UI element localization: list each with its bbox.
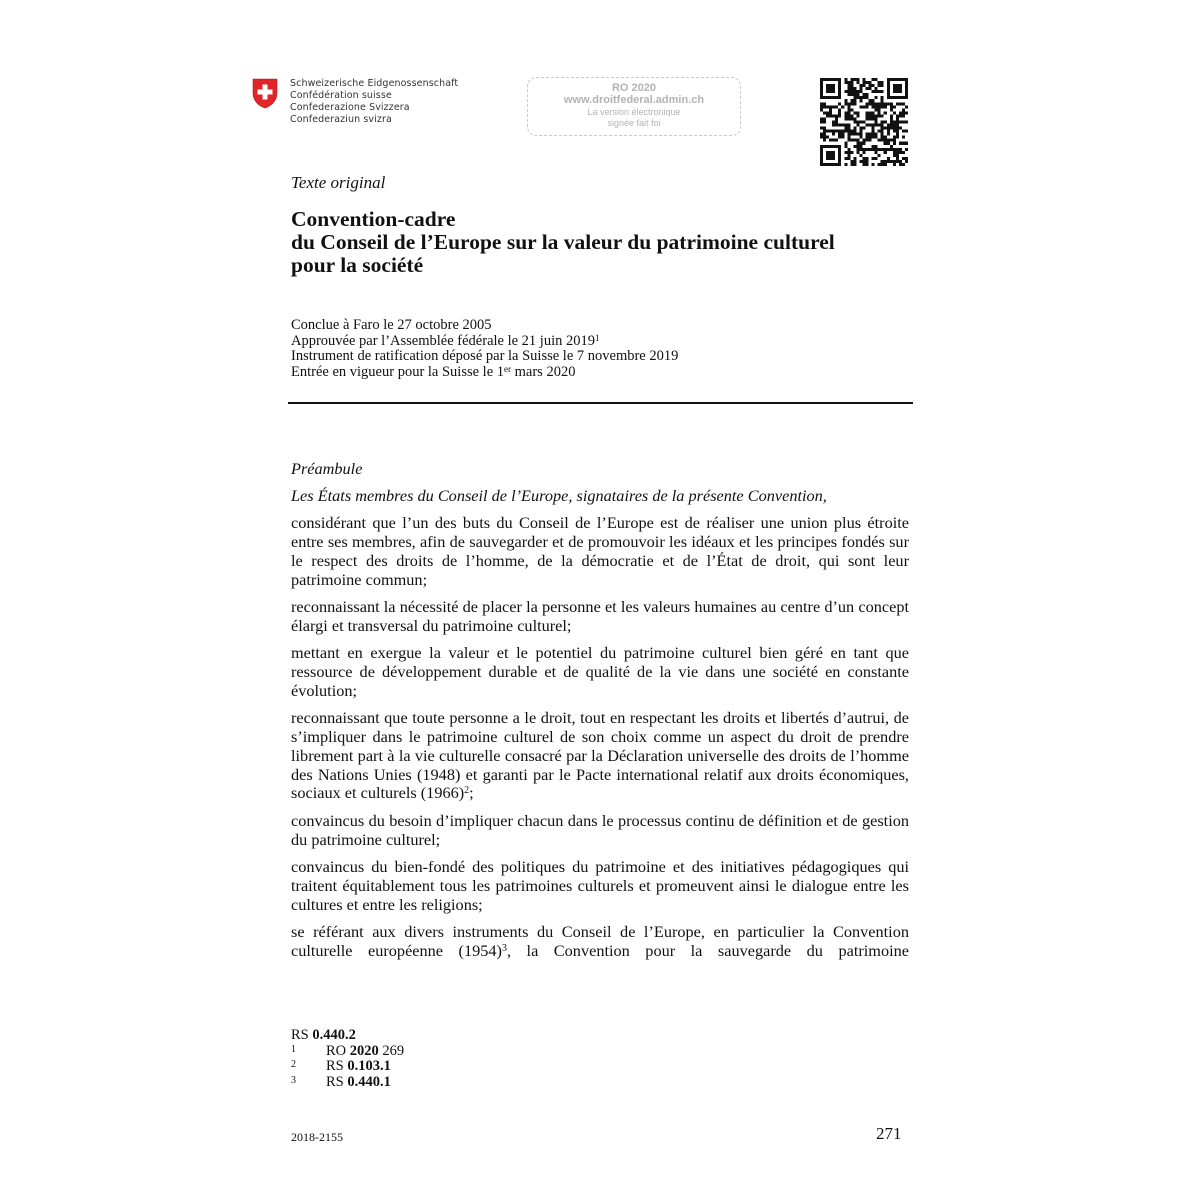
confederation-names: [290, 78, 458, 126]
footnotes: [291, 1028, 404, 1090]
preamble-heading: Préambule: [291, 459, 363, 478]
entry-into-force-line: Entrée en vigueur pour la Suisse le 1er mars 2020: [291, 363, 576, 380]
header-divider: [288, 402, 913, 404]
preamble-section: [291, 460, 909, 969]
confederation-name-de: Schweizerische Eidgenossenschaft: [290, 78, 459, 89]
preamble-paragraph: convaincus du bien-fondé des politiques du patrimoine et des initiatives pédagogiques qui traitent équitablement tous les patrimoines culturels et promeuvent ainsi le dialogue entre les cultures et entre les religions;: [291, 856, 909, 914]
rs-number: RS 0.440.2: [291, 1027, 356, 1043]
title-line-3: pour la société: [291, 253, 424, 277]
preamble-paragraph: considérant que l’un des buts du Conseil de l’Europe est de réaliser une union plus étroite entre ses membres, afin de sauvegarder et de promouvoir les idéaux et les principes fondés sur le respect des droits de l’homme, de la démocratie et de l’État de droit, qui sont leur patrimoine commun;: [291, 513, 909, 589]
preamble-paragraph: reconnaissant que toute personne a le droit, tout en respectant les droits et libertés d’autrui, de s’impliquer dans le patrimoine culturel de son choix comme un aspect du droit de prendre librement part à la vie culturelle consacré par la Déclaration universelle des droits de l’homme des Nations Unies (1948) et garanti par le Pacte international relatif aux droits économiques, sociaux et culturels $(1966)^2$;: [291, 708, 909, 803]
concluded-line: Conclue à Faro le 27 octobre 2005: [291, 317, 492, 333]
confederation-name-fr: Confédération suisse: [290, 90, 392, 101]
swiss-crest-icon: [252, 78, 278, 109]
preamble-paragraph: mettant en exergue la valeur et le potentiel du patrimoine culturel bien géré en tant que ressource de développement durable et de qualité de la vie dans une société en constante évolution;: [291, 643, 909, 700]
title-line-2: du Conseil de l’Europe sur la valeur du patrimoine culturel: [291, 230, 835, 254]
stamp-line-2: www.droitfederal.admin.ch: [563, 94, 705, 106]
preamble-paragraph: convaincus du besoin d’impliquer chacun dans le processus continu de définition et de gestion du patrimoine culturel;: [291, 810, 909, 849]
footnote: 2 RS 0.103.1: [291, 1058, 391, 1075]
footnote-ref-1[interactable]: 1: [595, 332, 600, 343]
footnote: 3 RS 0.440.1: [291, 1073, 391, 1090]
approved-line: Approuvée par l’Assemblée fédérale le 21 juin 2019$^1$: [291, 332, 600, 349]
confederation-name-rm: Confederaziun svizra: [290, 114, 392, 125]
footnote-ref-3[interactable]: 3: [501, 942, 507, 954]
title-line-1: Convention-cadre: [291, 207, 456, 231]
electronic-signature-stamp: [527, 77, 741, 136]
qr-code-icon: [820, 78, 908, 166]
preamble-intro: Les États membres du Conseil de l’Europe, signataires de la présente Convention,: [291, 485, 827, 505]
preamble-paragraph: se référant aux divers instruments du Conseil de l’Europe, en particulier la Convention culturelle européenne $(1954)^3$, la Convention pour la sauvegarde du patrimoine: [291, 921, 909, 960]
stamp-line-1: RO 2020: [611, 82, 657, 94]
document-code: 2018-2155: [291, 1130, 343, 1144]
ratification-line: Instrument de ratification déposé par la Suisse le 7 novembre 2019: [291, 348, 679, 364]
footnote-ref-2[interactable]: 2: [464, 785, 470, 797]
stamp-line-3: La version électronique: [587, 107, 681, 117]
document-title: [291, 208, 931, 277]
document-metadata: [291, 318, 678, 380]
page-number: 271: [876, 1124, 902, 1143]
original-text-label: Texte original: [291, 173, 386, 192]
preamble-paragraph: reconnaissant la nécessité de placer la personne et les valeurs humaines au centre d’un concept élargi et transversal du patrimoine culturel;: [291, 596, 909, 635]
footnote: 1 RO 2020 269: [291, 1042, 405, 1059]
stamp-line-4: signée fait foi: [607, 118, 661, 128]
confederation-name-it: Confederazione Svizzera: [290, 102, 410, 113]
